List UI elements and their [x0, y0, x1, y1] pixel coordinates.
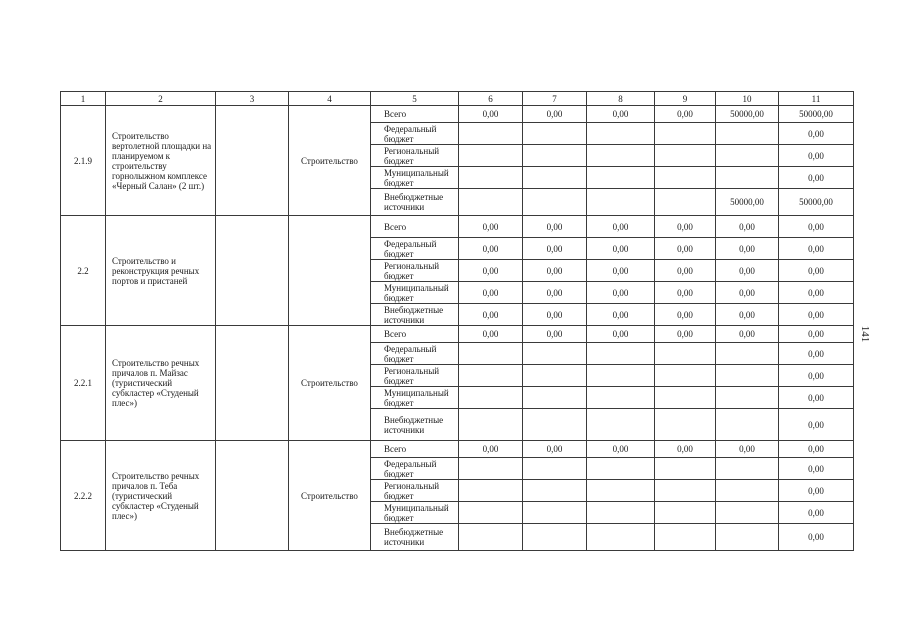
- amount-cell: 0,00: [523, 260, 587, 282]
- item-type: Строительство: [289, 106, 371, 216]
- item-number: 2.1.9: [61, 106, 106, 216]
- funding-source: Муниципальный бюджет: [371, 282, 459, 304]
- amount-cell: 0,00: [716, 216, 779, 238]
- funding-source: Муниципальный бюджет: [371, 167, 459, 189]
- amount-cell: [459, 409, 523, 441]
- item-name: Строительство речных причалов п. Майзас (туристический субкластер «Студеный плес»): [106, 326, 216, 441]
- funding-source: Всего: [371, 106, 459, 123]
- amount-cell: 50000,00: [716, 106, 779, 123]
- funding-source: Внебюджетные источники: [371, 189, 459, 216]
- amount-cell: [523, 343, 587, 365]
- amount-cell: 0,00: [587, 238, 655, 260]
- amount-cell: [655, 145, 716, 167]
- funding-source: Всего: [371, 216, 459, 238]
- amount-cell: 0,00: [459, 441, 523, 458]
- amount-cell: [716, 524, 779, 551]
- funding-source: Региональный бюджет: [371, 260, 459, 282]
- amount-cell: [459, 387, 523, 409]
- amount-cell: [716, 458, 779, 480]
- item-col3: [216, 106, 289, 216]
- amount-cell: 0,00: [587, 441, 655, 458]
- amount-cell: [587, 458, 655, 480]
- amount-cell: [655, 123, 716, 145]
- table-row: [61, 441, 854, 458]
- header-row: [61, 92, 854, 106]
- amount-cell: 0,00: [779, 458, 854, 480]
- amount-cell: [587, 480, 655, 502]
- funding-source: Федеральный бюджет: [371, 343, 459, 365]
- column-header: 8: [587, 92, 655, 106]
- amount-cell: [459, 167, 523, 189]
- amount-cell: 0,00: [459, 260, 523, 282]
- amount-cell: [587, 409, 655, 441]
- amount-cell: [523, 502, 587, 524]
- amount-cell: [587, 145, 655, 167]
- amount-cell: [459, 458, 523, 480]
- table-row: [61, 326, 854, 343]
- amount-cell: 0,00: [716, 441, 779, 458]
- amount-cell: [587, 502, 655, 524]
- amount-cell: [587, 365, 655, 387]
- amount-cell: [716, 365, 779, 387]
- amount-cell: 0,00: [523, 216, 587, 238]
- funding-source: Внебюджетные источники: [371, 304, 459, 326]
- amount-cell: 0,00: [587, 326, 655, 343]
- amount-cell: [523, 365, 587, 387]
- amount-cell: [716, 343, 779, 365]
- amount-cell: [587, 123, 655, 145]
- amount-cell: 0,00: [523, 441, 587, 458]
- column-header: 7: [523, 92, 587, 106]
- amount-cell: [459, 365, 523, 387]
- amount-cell: [459, 480, 523, 502]
- amount-cell: [523, 409, 587, 441]
- amount-cell: 0,00: [779, 216, 854, 238]
- amount-cell: [523, 123, 587, 145]
- column-header: 5: [371, 92, 459, 106]
- amount-cell: 0,00: [779, 167, 854, 189]
- amount-cell: 0,00: [459, 282, 523, 304]
- item-name: Строительство речных причалов п. Теба (туристический субкластер «Студеный плес»): [106, 441, 216, 551]
- amount-cell: [716, 480, 779, 502]
- amount-cell: 0,00: [779, 502, 854, 524]
- item-number: 2.2: [61, 216, 106, 326]
- column-header: 2: [106, 92, 216, 106]
- amount-cell: 0,00: [655, 282, 716, 304]
- amount-cell: 0,00: [459, 238, 523, 260]
- amount-cell: 0,00: [459, 304, 523, 326]
- amount-cell: [459, 502, 523, 524]
- amount-cell: [459, 524, 523, 551]
- funding-source: Федеральный бюджет: [371, 123, 459, 145]
- amount-cell: 0,00: [587, 282, 655, 304]
- amount-cell: [655, 167, 716, 189]
- funding-source: Муниципальный бюджет: [371, 502, 459, 524]
- amount-cell: 0,00: [716, 260, 779, 282]
- amount-cell: 0,00: [655, 260, 716, 282]
- amount-cell: [716, 123, 779, 145]
- amount-cell: 0,00: [779, 387, 854, 409]
- amount-cell: [716, 167, 779, 189]
- amount-cell: [459, 343, 523, 365]
- amount-cell: 0,00: [779, 409, 854, 441]
- column-header: 11: [779, 92, 854, 106]
- amount-cell: 50000,00: [779, 189, 854, 216]
- funding-source: Внебюджетные источники: [371, 409, 459, 441]
- column-header: 3: [216, 92, 289, 106]
- item-name: Строительство вертолетной площадки на планируемом к строительству горнолыжном комплексе «Черный Салан» (2 шт.): [106, 106, 216, 216]
- amount-cell: [716, 502, 779, 524]
- amount-cell: [655, 365, 716, 387]
- amount-cell: 0,00: [779, 365, 854, 387]
- funding-source: Всего: [371, 326, 459, 343]
- budget-table: [60, 91, 854, 551]
- amount-cell: 0,00: [523, 304, 587, 326]
- funding-source: Внебюджетные источники: [371, 524, 459, 551]
- amount-cell: 0,00: [779, 524, 854, 551]
- amount-cell: [523, 458, 587, 480]
- amount-cell: [587, 343, 655, 365]
- item-number: 2.2.2: [61, 441, 106, 551]
- funding-source: Федеральный бюджет: [371, 238, 459, 260]
- amount-cell: 0,00: [779, 145, 854, 167]
- amount-cell: 0,00: [655, 304, 716, 326]
- amount-cell: [587, 387, 655, 409]
- amount-cell: [523, 145, 587, 167]
- amount-cell: 0,00: [459, 326, 523, 343]
- item-type: Строительство: [289, 441, 371, 551]
- item-type: Строительство: [289, 326, 371, 441]
- amount-cell: [523, 524, 587, 551]
- amount-cell: 0,00: [779, 282, 854, 304]
- column-header: 6: [459, 92, 523, 106]
- amount-cell: [523, 480, 587, 502]
- amount-cell: [587, 189, 655, 216]
- amount-cell: 0,00: [716, 238, 779, 260]
- funding-source: Региональный бюджет: [371, 145, 459, 167]
- amount-cell: 0,00: [779, 441, 854, 458]
- amount-cell: 0,00: [779, 260, 854, 282]
- amount-cell: 0,00: [655, 216, 716, 238]
- amount-cell: [655, 189, 716, 216]
- amount-cell: [716, 409, 779, 441]
- item-col3: [216, 216, 289, 326]
- amount-cell: 0,00: [587, 106, 655, 123]
- amount-cell: 0,00: [779, 343, 854, 365]
- amount-cell: 50000,00: [716, 189, 779, 216]
- amount-cell: [459, 189, 523, 216]
- funding-source: Муниципальный бюджет: [371, 387, 459, 409]
- funding-source: Региональный бюджет: [371, 365, 459, 387]
- amount-cell: 0,00: [655, 326, 716, 343]
- amount-cell: [523, 167, 587, 189]
- amount-cell: [587, 167, 655, 189]
- item-type: [289, 216, 371, 326]
- amount-cell: 0,00: [523, 326, 587, 343]
- amount-cell: 0,00: [779, 123, 854, 145]
- item-name: Строительство и реконструкция речных портов и пристаней: [106, 216, 216, 326]
- amount-cell: [655, 458, 716, 480]
- amount-cell: [523, 189, 587, 216]
- funding-source: Региональный бюджет: [371, 480, 459, 502]
- item-col3: [216, 441, 289, 551]
- funding-source: Федеральный бюджет: [371, 458, 459, 480]
- amount-cell: [655, 524, 716, 551]
- amount-cell: 0,00: [655, 441, 716, 458]
- amount-cell: 0,00: [655, 238, 716, 260]
- amount-cell: 0,00: [523, 106, 587, 123]
- amount-cell: 0,00: [716, 282, 779, 304]
- column-header: 4: [289, 92, 371, 106]
- funding-source: Всего: [371, 441, 459, 458]
- amount-cell: [655, 502, 716, 524]
- amount-cell: [655, 387, 716, 409]
- amount-cell: [587, 524, 655, 551]
- amount-cell: 0,00: [587, 260, 655, 282]
- amount-cell: 0,00: [779, 238, 854, 260]
- amount-cell: 0,00: [587, 216, 655, 238]
- amount-cell: 0,00: [779, 480, 854, 502]
- amount-cell: [716, 387, 779, 409]
- amount-cell: 0,00: [459, 216, 523, 238]
- column-header: 1: [61, 92, 106, 106]
- amount-cell: 0,00: [587, 304, 655, 326]
- amount-cell: [716, 145, 779, 167]
- amount-cell: 0,00: [716, 304, 779, 326]
- amount-cell: [459, 123, 523, 145]
- amount-cell: 0,00: [716, 326, 779, 343]
- amount-cell: [655, 343, 716, 365]
- amount-cell: 0,00: [655, 106, 716, 123]
- item-number: 2.2.1: [61, 326, 106, 441]
- amount-cell: [523, 387, 587, 409]
- table-row: [61, 216, 854, 238]
- column-header: 10: [716, 92, 779, 106]
- amount-cell: 0,00: [523, 238, 587, 260]
- amount-cell: 0,00: [779, 326, 854, 343]
- amount-cell: 0,00: [459, 106, 523, 123]
- amount-cell: 0,00: [523, 282, 587, 304]
- amount-cell: 50000,00: [779, 106, 854, 123]
- column-header: 9: [655, 92, 716, 106]
- table-row: [61, 106, 854, 123]
- item-col3: [216, 326, 289, 441]
- page-number: 141: [859, 325, 871, 343]
- amount-cell: [655, 409, 716, 441]
- amount-cell: [655, 480, 716, 502]
- amount-cell: 0,00: [779, 304, 854, 326]
- amount-cell: [459, 145, 523, 167]
